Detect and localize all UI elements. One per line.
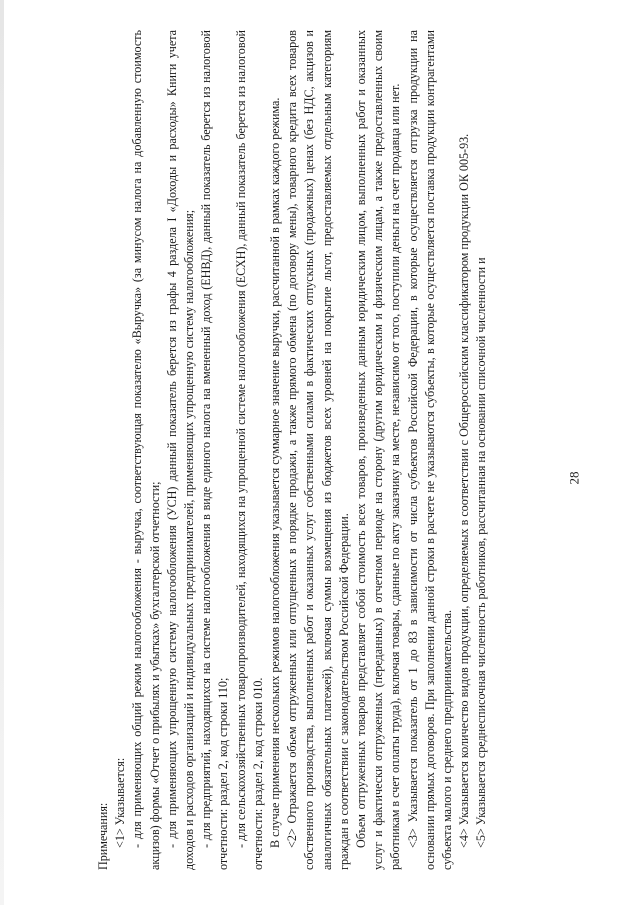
scan-edge — [0, 0, 4, 905]
note-2-shipped-volume: Объем отгруженных товаров представляет собой стоимость всех товаров, произведенных данным юридическим лицом, выполненных работ и оказанных услуг и фактически отгруженных (переданных) в отчетном периоде на сторону (другим юридическим и физическим лицам, а также предоставленных своим работникам в счет оплаты труда), включая товары, сданные по акту заказчику на месте, независимо от того, поступили деньги на счет продавца или нет. — [354, 30, 403, 870]
notes-section — [95, 30, 491, 870]
note-4: <4> Указывается количество видов продукции, определяемых в соответствии с Общероссийским классификатором продукции ОК 005-93. — [457, 133, 472, 848]
notes-heading: Примечания: — [96, 802, 110, 870]
note-1-usn: - для применяющих упрощенную систему налогообложения (УСН) данный показатель берется из графы 4 раздела I «Доходы и расходы» Книги учета доходов и расходов организаций и индивидуальных предпринимателей, применяющих упрощенную систему налогообложения; — [164, 30, 197, 870]
note-1-envd: - для предприятий, находящихся на системе налогообложения в виде единого налога на вмененный доход (ЕНВД), данный показатель берется из налоговой отчетности: раздел 2, код строки 110; — [199, 30, 231, 870]
note-1-combined: В случае применения нескольких режимов налогообложения указывается суммарное значение выручки, рассчитанной в рамках каждого режима. — [268, 97, 283, 848]
note-1-intro: <1> Указывается: — [113, 757, 128, 848]
page-number: 28 — [566, 471, 582, 485]
note-2: <2> Отражается объем отгруженных или отпущенных в порядке продажи, а также прямого обмена (по договору мены), товарного кредита всех товаров собственного производства, выполненных работ и оказанных услуг собственными силами в фактических отпускных (продажных) ценах (без НДС, акцизов и аналогичных обязательных платежей), включая суммы возмещения из бюджетов всех уровней на покрытие льгот, предоставляемых отдельным категориям граждан в соответствии с законодательством Российской Федерации. — [285, 30, 351, 870]
note-5: <5> Указывается среднесписочная численность работников, рассчитанная на основании списочной численности и — [474, 257, 489, 848]
rotated-text-block — [95, 30, 615, 870]
note-1-eshn: - для сельскохозяйственных товаропроизводителей, находящихся на упрощенной системе налогообложения (ЕСХН), данный показатель берется из налоговой отчетности: раздел 2, код строки 010. — [233, 30, 265, 870]
note-1-general-regime: - для применяющих общий режим налогообложения - выручка, соответствующая показателю «Выручка» (за минусом налога на добавленную стоимость акцизов) формы «Отчет о прибылях и убытках» бухгалтерской отчетности; — [130, 30, 162, 870]
note-3: <3> Указывается показатель от 1 до 83 в зависимости от числа субъектов Российской Федерации, в которые осуществляется отгрузка продукции на основании прямых договоров. При заполнении данной строки в расчете не указываются субъекты, в которые осуществляется поставка продукции контрагентами субъекта малого и среднего предпринимательства. — [405, 30, 455, 870]
